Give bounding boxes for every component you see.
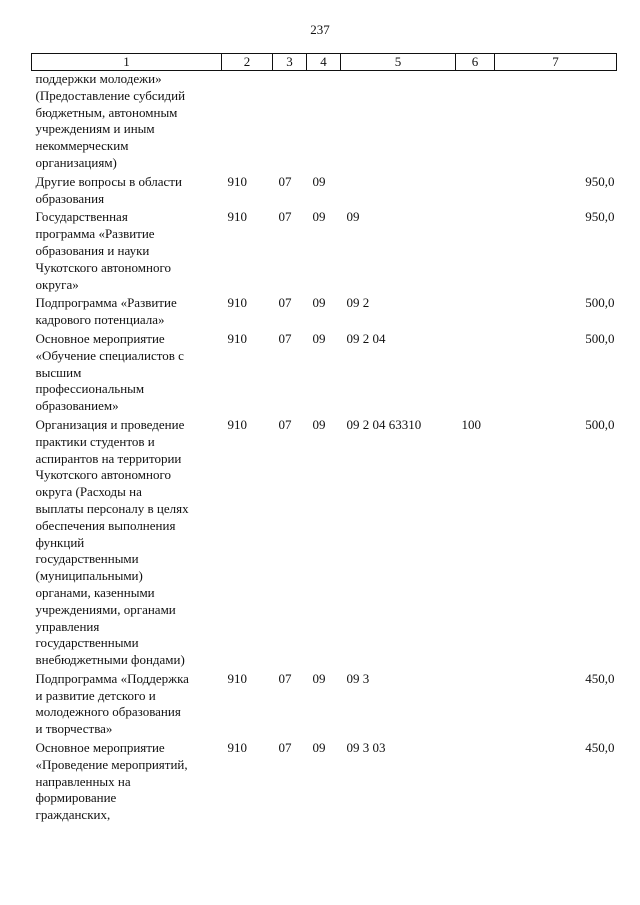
expense-type-code — [456, 331, 495, 417]
description-line: государственными — [35, 551, 139, 567]
header-cell-6: 6 — [456, 54, 495, 71]
section-code: 07 — [278, 670, 292, 686]
row-description — [32, 209, 222, 295]
description-line: Основное мероприятие — [35, 740, 165, 756]
description-line: направленных на — [35, 773, 131, 789]
description-line: организациям) — [35, 154, 117, 170]
section-code: 07 — [278, 173, 292, 189]
target-article-code: 09 2 04 — [346, 330, 386, 346]
description-line: образования — [35, 190, 105, 206]
section-code: 07 — [278, 209, 292, 225]
description-line: Чукотского автономного — [35, 259, 171, 275]
description-line: бюджетным, автономным — [35, 104, 178, 120]
subsection-code — [307, 71, 341, 174]
section-code: 07 — [278, 416, 292, 432]
description-line: внебюджетными фондами) — [35, 652, 185, 668]
header-row — [32, 54, 617, 71]
description-line: учреждениям и иным — [35, 121, 155, 137]
subsection-code: 09 — [312, 295, 326, 311]
subsection-code: 09 — [312, 173, 326, 189]
budget-table — [31, 53, 617, 826]
ministry-code: 910 — [227, 330, 247, 346]
description-line: образования и науки — [35, 242, 150, 258]
row-description — [32, 71, 222, 174]
amount-value: 450,0 — [585, 740, 615, 756]
ministry-code: 910 — [227, 740, 247, 756]
description-line: программа «Развитие — [35, 226, 155, 242]
description-line: обеспечения выполнения — [35, 517, 176, 533]
description-line: Подпрограмма «Поддержка — [35, 670, 189, 686]
row-description — [32, 331, 222, 417]
description-line: Государственная — [35, 209, 128, 225]
expense-type-code — [456, 209, 495, 295]
description-line: (муниципальными) — [35, 568, 143, 584]
expense-type-code — [456, 740, 495, 826]
header-cell-1: 1 — [32, 54, 222, 71]
description-line: и творчества» — [35, 721, 113, 737]
expense-type-code — [456, 174, 495, 210]
ministry-code: 910 — [227, 173, 247, 189]
description-line: «Проведение мероприятий, — [35, 756, 188, 772]
description-line: государственными — [35, 635, 139, 651]
description-line: учреждениями, органами — [35, 601, 176, 617]
row-description — [32, 671, 222, 740]
table-row — [32, 671, 617, 740]
description-line: кадрового потенциала» — [35, 312, 165, 328]
description-line: Чукотского автономного — [35, 467, 171, 483]
table-row — [32, 174, 617, 210]
target-article-code: 09 2 04 63310 — [346, 416, 422, 432]
amount-value — [495, 71, 617, 174]
target-article-code: 09 3 — [346, 670, 370, 686]
description-line: аспирантов на территории — [35, 450, 182, 466]
table-row — [32, 71, 617, 174]
description-line: практики студентов и — [35, 433, 155, 449]
header-cell-4: 4 — [307, 54, 341, 71]
amount-value: 500,0 — [585, 295, 615, 311]
description-line: выплаты персоналу в целях — [35, 500, 189, 516]
description-line: формирование — [35, 790, 117, 806]
ministry-code — [222, 71, 273, 174]
row-description — [32, 295, 222, 331]
amount-value: 500,0 — [585, 416, 615, 432]
description-line: Организация и проведение — [35, 416, 185, 432]
ministry-code: 910 — [227, 209, 247, 225]
ministry-code: 910 — [227, 295, 247, 311]
description-line: функций — [35, 534, 85, 550]
subsection-code: 09 — [312, 330, 326, 346]
description-line: управления — [35, 618, 100, 634]
page-number: 237 — [310, 22, 330, 37]
expense-type-code: 100 — [461, 416, 481, 432]
description-line: поддержки молодежи» — [35, 71, 162, 86]
target-article-code: 09 2 — [346, 295, 370, 311]
description-line: округа» — [35, 276, 79, 292]
description-line: (Предоставление субсидий — [35, 87, 186, 103]
row-description — [32, 417, 222, 671]
target-article-code: 09 — [346, 209, 360, 225]
target-article-code — [341, 174, 456, 210]
amount-value: 450,0 — [585, 670, 615, 686]
description-line: органами, казенными — [35, 584, 155, 600]
description-line: и развитие детского и — [35, 687, 156, 703]
section-code: 07 — [278, 295, 292, 311]
expense-type-code — [456, 671, 495, 740]
subsection-code: 09 — [312, 416, 326, 432]
section-code — [273, 71, 307, 174]
description-line: Другие вопросы в области — [35, 173, 182, 189]
amount-value: 500,0 — [585, 330, 615, 346]
expense-type-code — [456, 71, 495, 174]
header-cell-7: 7 — [495, 54, 617, 71]
section-code: 07 — [278, 740, 292, 756]
description-line: молодежного образования — [35, 704, 181, 720]
ministry-code: 910 — [227, 416, 247, 432]
description-line: округа (Расходы на — [35, 484, 142, 500]
description-line: Основное мероприятие — [35, 330, 165, 346]
table-row — [32, 417, 617, 671]
section-code: 07 — [278, 330, 292, 346]
ministry-code: 910 — [227, 670, 247, 686]
table-row — [32, 331, 617, 417]
subsection-code: 09 — [312, 670, 326, 686]
description-line: некоммерческим — [35, 138, 129, 154]
header-cell-5: 5 — [341, 54, 456, 71]
amount-value: 950,0 — [585, 209, 615, 225]
description-line: профессиональным — [35, 381, 145, 397]
description-line: высшим — [35, 364, 82, 380]
expense-type-code — [456, 295, 495, 331]
amount-value: 950,0 — [585, 173, 615, 189]
description-line: Подпрограмма «Развитие — [35, 295, 177, 311]
subsection-code: 09 — [312, 740, 326, 756]
table-body — [32, 71, 617, 827]
table-row — [32, 209, 617, 295]
header-cell-2: 2 — [222, 54, 273, 71]
target-article-code: 09 3 03 — [346, 740, 386, 756]
table-row — [32, 740, 617, 826]
table-row — [32, 295, 617, 331]
target-article-code — [341, 71, 456, 174]
description-line: гражданских, — [35, 807, 111, 823]
subsection-code: 09 — [312, 209, 326, 225]
header-cell-3: 3 — [273, 54, 307, 71]
row-description — [32, 740, 222, 826]
description-line: образованием» — [35, 398, 119, 414]
description-line: «Обучение специалистов с — [35, 347, 184, 363]
row-description — [32, 174, 222, 210]
